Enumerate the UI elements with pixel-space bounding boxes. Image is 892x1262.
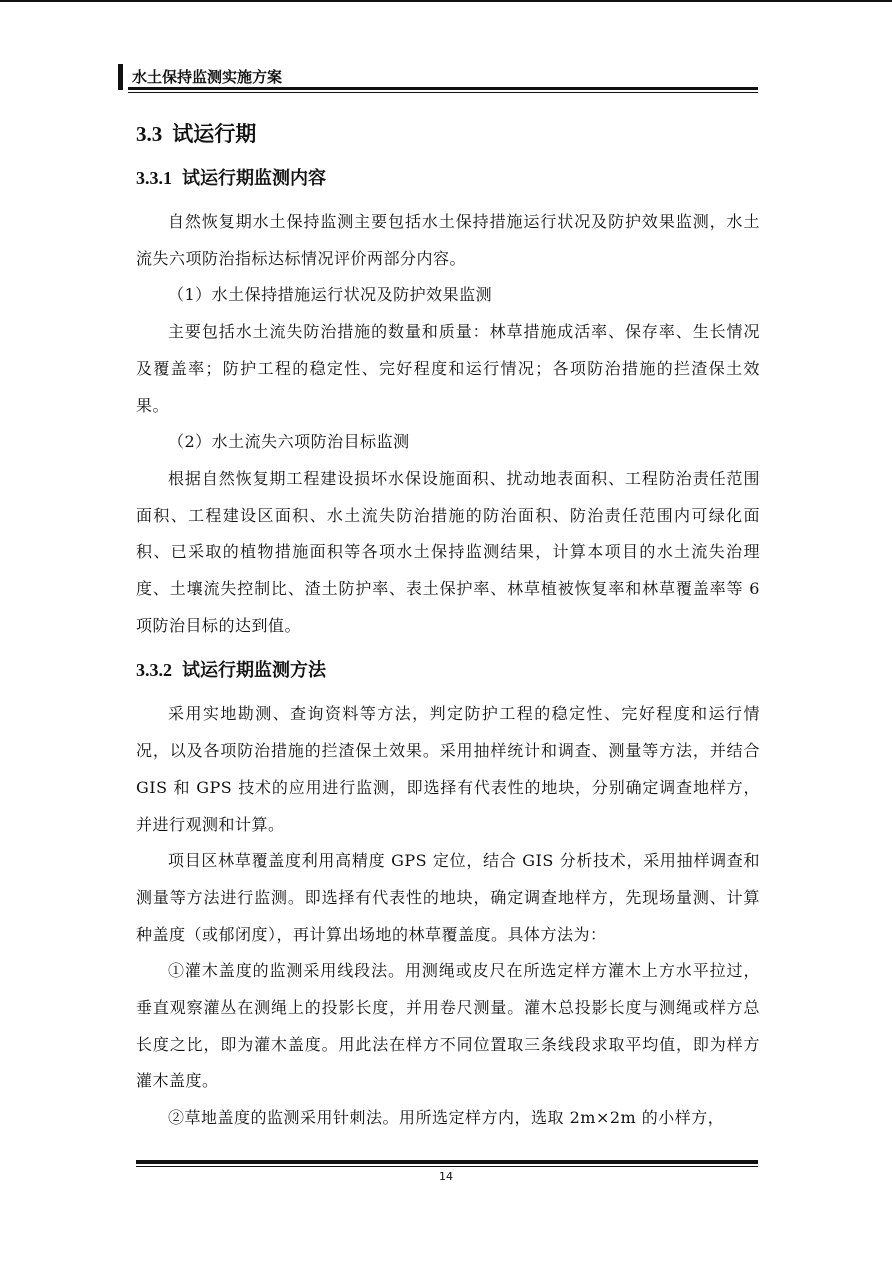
list-heading: （2）水土流失六项防治目标监测 (168, 432, 410, 452)
subsection-title-1: 试运行期监测内容 (182, 168, 326, 189)
footer-rule-thick (136, 1160, 758, 1164)
section-heading (136, 110, 760, 158)
paragraph: 项目区林草覆盖度利用高精度 GPS 定位，结合 GIS 分析技术，采用抽样调查和测量等方法进行监测。即选择有代表性的地块，确定调查地样方，先现场量测、计算种盖度（或郁闭度），再计算出场地的林草覆盖度。具体方法为： (136, 851, 760, 944)
page-top-border (0, 0, 892, 2)
subsection-heading-1 (136, 158, 760, 198)
paragraph: 根据自然恢复期工程建设损坏水保设施面积、扰动地表面积、工程防治责任范围面积、工程建设区面积、水土流失防治措施的防治面积、防治责任范围内可绿化面积、已采取的植物措施面积等各项水土保持监测结果，计算本项目的水土流失治理度、土壤流失控制比、渣土防护率、表土保护率、林草植被恢复率和林草覆盖率等 6 项防治目标的达到值。 (136, 468, 760, 635)
header-rule-thick (128, 87, 758, 90)
paragraph: 采用实地勘测、查询资料等方法，判定防护工程的稳定性、完好程度和运行情况，以及各项防治措施的拦渣保土效果。采用抽样统计和调查、测量等方法，并结合 GIS 和 GPS 技术的应用进行监测，即选择有代表性的地块，分别确定调查地样方，并进行观测和计算。 (136, 704, 760, 834)
header-accent-bar (118, 64, 123, 90)
document-body (136, 110, 760, 1137)
page-header (118, 62, 758, 92)
paragraph: 自然恢复期水土保持监测主要包括水土保持措施运行状况及防护效果监测，水土流失六项防治指标达标情况评价两部分内容。 (136, 212, 760, 268)
subsection-heading-2 (136, 650, 760, 690)
subsection-title-2: 试运行期监测方法 (182, 660, 326, 682)
section-title: 试运行期 (172, 121, 257, 146)
subsection-number-1: 3.3.1 (136, 168, 172, 188)
header-title: 水土保持监测实施方案 (132, 68, 283, 86)
section-number: 3.3 (136, 122, 163, 146)
paragraph: 主要包括水土流失防治措施的数量和质量：林草措施成活率、保存率、生长情况及覆盖率；防护工程的稳定性、完好程度和运行情况；各项防治措施的拦渣保土效果。 (136, 322, 760, 415)
page-number: 14 (439, 1170, 453, 1183)
header-rule-thin (128, 92, 758, 93)
paragraph: ①灌木盖度的监测采用线段法。用测绳或皮尺在所选定样方灌木上方水平拉过，垂直观察灌丛在测绳上的投影长度，并用卷尺测量。灌木总投影长度与测绳或样方总长度之比，即为灌木盖度。用此法在样方不同位置取三条线段求取平均值，即为样方灌木盖度。 (136, 961, 760, 1091)
paragraph: ②草地盖度的监测采用针刺法。用所选定样方内，选取 2m×2m 的小样方， (168, 1108, 725, 1128)
footer-rule-thin (136, 1166, 758, 1167)
list-heading: （1）水土保持措施运行状况及防护效果监测 (168, 285, 493, 305)
subsection-number-2: 3.3.2 (136, 660, 172, 681)
